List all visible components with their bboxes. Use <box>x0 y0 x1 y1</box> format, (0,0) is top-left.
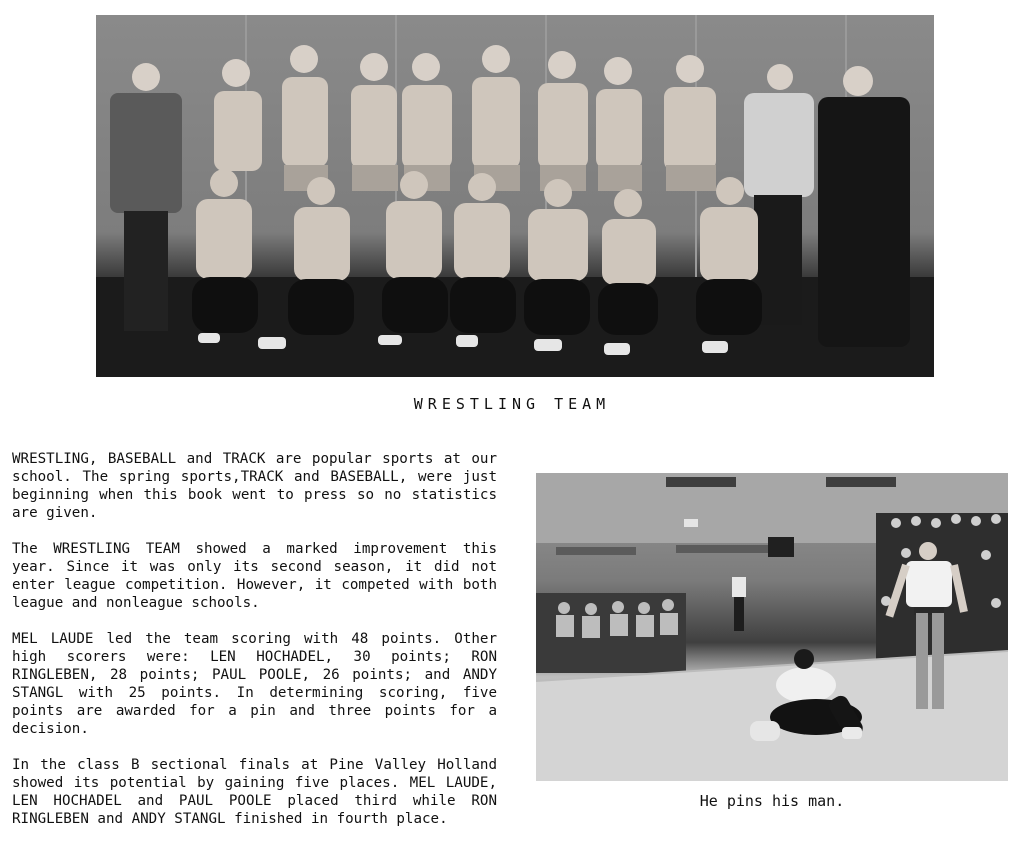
match-photo-graphic <box>536 473 1008 781</box>
article-body <box>12 450 497 846</box>
team-photo <box>96 15 934 377</box>
paragraph-sports-intro: WRESTLING, BASEBALL and TRACK are popular sports at our school. The spring sports,TRACK and BASEBALL, were just beginning when this book went to press so no statistics are given. <box>12 451 497 521</box>
paragraph-sectional-finals: In the class B sectional finals at Pine Valley Holland showed its potential by gaining five places. MEL LAUDE, LEN HOCHADEL and PAUL POOLE placed third while RON RINGLEBEN and ANDY STANGL finished in fourth place. <box>12 757 497 827</box>
paragraph-team-scoring: MEL LAUDE led the team scoring with 48 points. Other high scorers were: LEN HOCHADEL, 30 points; RON RINGLEBEN, 28 points; PAUL POOLE, 26 points; and ANDY STANGL with 25 points. In determining scoring, five points are awarded for a pin and three points for a decision. <box>12 631 497 737</box>
paragraph-wrestling-season: The WRESTLING TEAM showed a marked improvement this year. Since it was only its second season, it did not enter league competition. However, it competed with both league and nonleague schools. <box>12 541 497 611</box>
match-photo <box>536 473 1008 781</box>
team-photo-graphic <box>96 15 934 377</box>
team-photo-caption: WRESTLING TEAM <box>413 395 611 413</box>
match-photo-caption: He pins his man. <box>699 792 845 810</box>
